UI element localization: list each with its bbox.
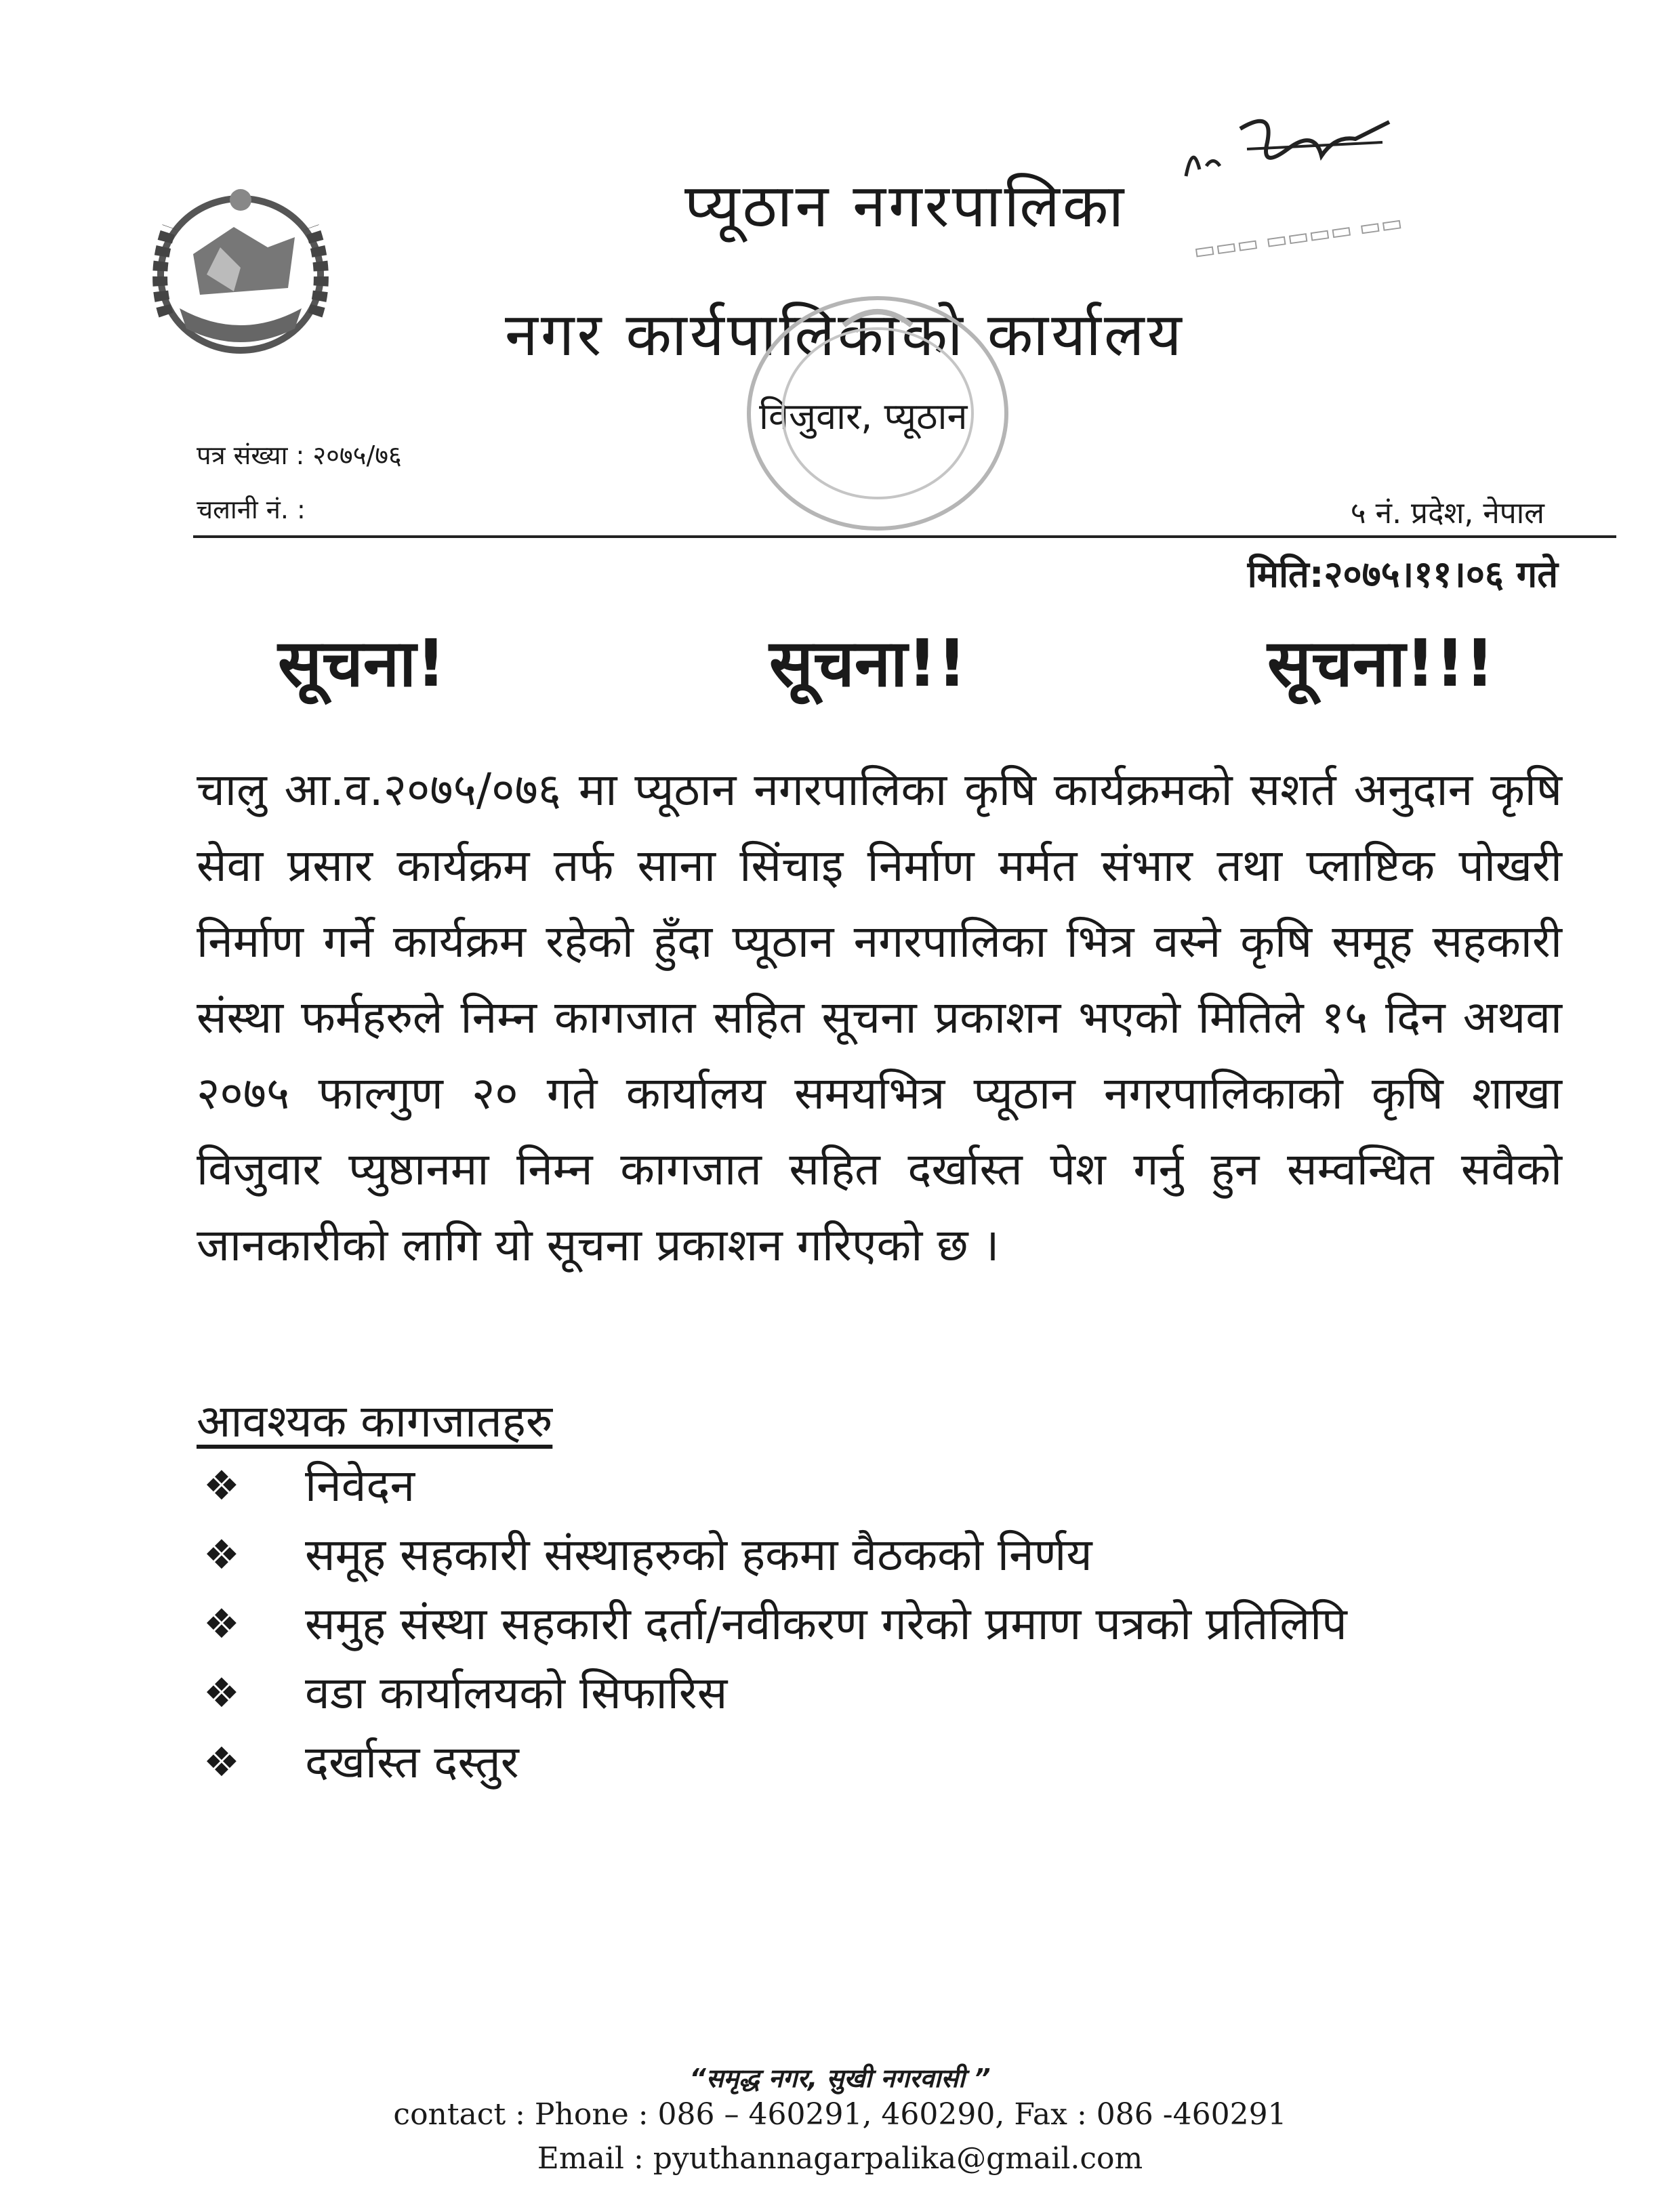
handwritten-signature [1179,102,1396,197]
notice-body: चालु आ.व.२०७५/०७६ मा प्यूठान नगरपालिका कृषि कार्यक्रमको सशर्त अनुदान कृषि सेवा प्रसार कार्यक्रम तर्फ साना सिंचाइ निर्माण मर्मत संभार तथा प्लाष्टिक पोखरी निर्माण गर्ने कार्यक्रम रहेको हुँदा प्यूठान नगरपालिका भित्र वस्ने कृषि समूह सहकारी संस्था फर्महरुले निम्न कागजात सहित सूचना प्रकाशन भएको मितिले १५ दिन अथवा २०७५ फाल्गुण २० गते कार्यालय समयभित्र प्यूठान नगरपालिकाको कृषि शाखा विजुवार प्युष्ठानमा निम्न कागजात सहित दर्खास्त पेश गर्नु हुन सम्वन्धित सवैको जानकारीको लागि यो सूचना प्रकाशन गरिएको छ । [197,764,1562,1271]
province-address: ५ नं. प्रदेश, नेपाल [1350,496,1544,531]
list-item-text: समुह संस्था सहकारी दर्ता/नवीकरण गरेको प्रमाण पत्रको प्रतिलिपि [305,1598,1347,1650]
notice-heading-3: सूचना!!! [1267,625,1495,701]
diamond-bullet-icon: ❖ [203,1601,240,1648]
header-divider [193,535,1616,538]
list-item [197,1523,1565,1588]
office-stamp [735,285,1020,542]
office-location: विजुवार, प्यूठान [759,395,968,438]
notice-date: मिति:२०७५।११।०६ गते [1247,553,1558,596]
municipality-name: प्यूठान नगरपालिका [684,171,1127,241]
list-item [197,1592,1565,1657]
diamond-bullet-icon: ❖ [203,1670,240,1717]
list-item-text: वडा कार्यालयको सिफारिस [305,1667,728,1719]
list-item-text: निवेदन [305,1460,415,1512]
list-item-text: दर्खास्त दस्तुर [305,1736,519,1788]
diamond-bullet-icon: ❖ [203,1531,240,1579]
footer-tagline: “समृद्ध नगर, सुखी नगरवासी ” [689,2063,991,2093]
list-item-text: समूह सहकारी संस्थाहरुको हकमा वैठकको निर्णय [305,1529,1092,1581]
diamond-bullet-icon: ❖ [203,1739,240,1786]
letter-number: पत्र संख्या : २०७५/७६ [197,440,402,470]
footer-contact: contact : Phone : 086 – 460291, 460290, Fax : 086 -460291 [393,2097,1287,2132]
list-item [197,1730,1565,1795]
list-item [197,1453,1565,1519]
notice-heading-1: सूचना! [278,625,446,701]
office-name: नगर कार्यपालिकाको कार्यालय [505,300,1185,369]
nepal-emblem-icon [132,173,349,376]
required-documents-title: आवश्यक कागजातहरु [197,1395,553,1447]
faded-stamp-mark: ▭▭▭ ▭▭▭▭ ▭▭ [1191,209,1405,266]
dispatch-number: चलानी नं. : [197,495,306,524]
diamond-bullet-icon: ❖ [203,1462,240,1510]
footer-email: Email : pyuthannagarpalika@gmail.com [537,2141,1143,2176]
required-documents-list [197,1453,1565,1799]
notice-heading-2: सूचना!! [769,625,967,701]
list-item [197,1661,1565,1726]
